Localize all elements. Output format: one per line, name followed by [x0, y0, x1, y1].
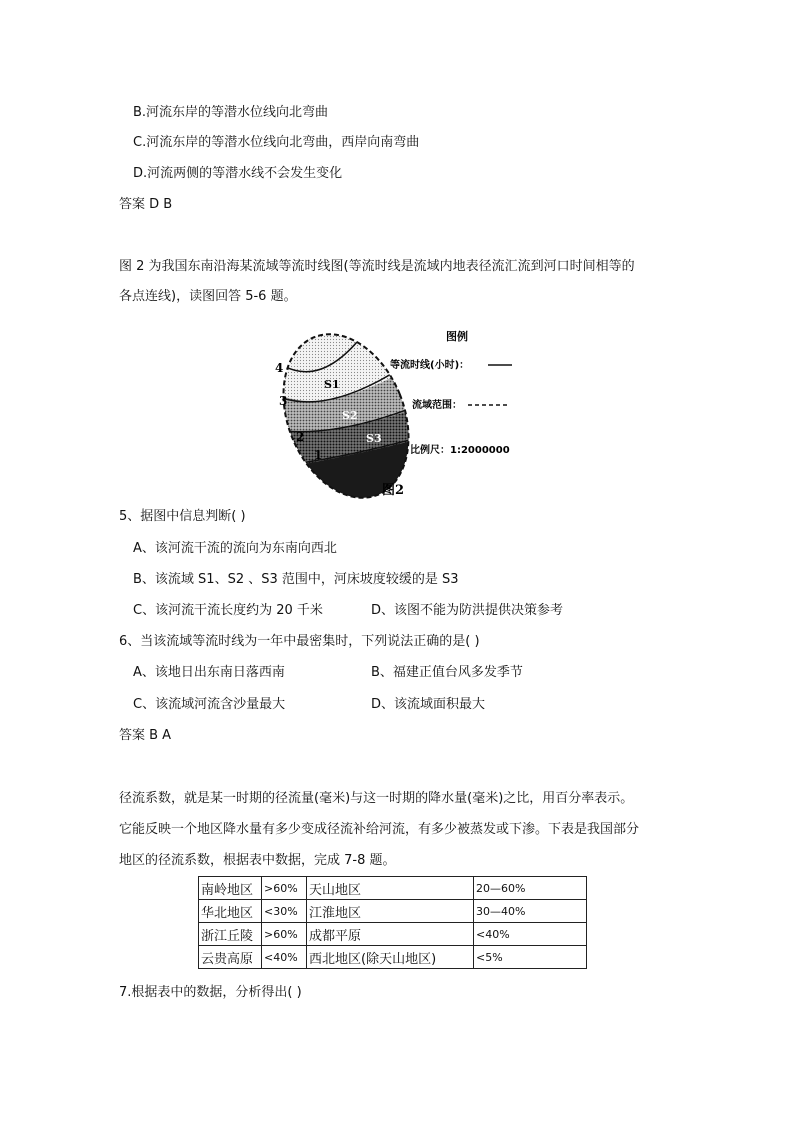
table-cell: 成都平原 [307, 923, 474, 946]
table-cell: 江淮地区 [307, 900, 474, 923]
intro-3-line-3: 地区的径流系数，根据表中数据，完成 7-8 题。 [119, 853, 396, 868]
answer-line-2: 答案 B A [119, 728, 172, 743]
figure-caption: 图2 [382, 483, 405, 498]
table-cell: 南岭地区 [199, 877, 262, 900]
isochrone-map [272, 326, 522, 502]
table-cell: 30—40% [474, 900, 587, 923]
table-cell: 云贵高原 [199, 946, 262, 969]
option-6c: C、该流域河流含沙量最大 [133, 697, 286, 712]
table-cell: <40% [262, 946, 307, 969]
intro-3-line-1: 径流系数，就是某一时期的径流量(毫米)与这一时期的降水量(毫米)之比，用百分率表示。 [119, 791, 634, 806]
option-6d: D、该流域面积最大 [371, 697, 486, 712]
table-cell: <5% [474, 946, 587, 969]
zone-label-s2: S2 [342, 409, 358, 422]
figure-2 [272, 326, 522, 502]
question-7-stem: 7.根据表中的数据，分析得出( ) [119, 985, 302, 1000]
option-4c: C.河流东岸的等潜水位线向北弯曲，西岸向南弯曲 [133, 135, 420, 150]
option-6a: A、该地日出东南日落西南 [133, 665, 285, 680]
zone-label-s1: S1 [324, 378, 340, 391]
table-row [199, 946, 587, 969]
table-cell: 浙江丘陵 [199, 923, 262, 946]
table-cell: >60% [262, 923, 307, 946]
zone-label-s3: S3 [366, 432, 382, 445]
isochrone-label-3: 3 [279, 394, 288, 408]
legend-scale: 比例尺：1:2000000 [410, 445, 510, 456]
option-4b: B.河流东岸的等潜水位线向北弯曲 [133, 105, 329, 120]
option-5b: B、该流域 S1、S2 、S3 范围中，河床坡度较缓的是 S3 [133, 572, 459, 587]
runoff-coefficient-table [198, 876, 587, 969]
option-4d: D.河流两侧的等潜水线不会发生变化 [133, 166, 343, 181]
table-row [199, 923, 587, 946]
table-cell: 天山地区 [307, 877, 474, 900]
option-5c: C、该河流干流长度约为 20 千米 [133, 603, 323, 618]
option-5d: D、该图不能为防洪提供决策参考 [371, 603, 564, 618]
table-cell: >60% [262, 877, 307, 900]
isochrone-label-2: 2 [296, 430, 305, 444]
option-6b: B、福建正值台风多发季节 [371, 665, 523, 680]
isochrone-label-1: 1 [314, 448, 323, 462]
table-row [199, 900, 587, 923]
legend-isochrone-label: 等流时线(小时)： [390, 360, 470, 371]
isochrone-label-4: 4 [275, 361, 284, 375]
table-cell: 华北地区 [199, 900, 262, 923]
answer-line-1: 答案 D B [119, 197, 173, 212]
legend-basin-label: 流域范围： [412, 400, 462, 411]
table-cell: 西北地区(除天山地区) [307, 946, 474, 969]
legend-title: 图例 [446, 330, 468, 343]
table-row [199, 877, 587, 900]
intro-2-line-2: 各点连线)，读图回答 5-6 题。 [119, 289, 297, 304]
question-5-stem: 5、据图中信息判断( ) [119, 509, 246, 524]
table-cell: <30% [262, 900, 307, 923]
question-6-stem: 6、当该流域等流时线为一年中最密集时，下列说法正确的是( ) [119, 634, 480, 649]
intro-2-line-1: 图 2 为我国东南沿海某流域等流时线图(等流时线是流域内地表径流汇流到河口时间相等的 [119, 259, 635, 274]
table-cell: 20—60% [474, 877, 587, 900]
table-cell: <40% [474, 923, 587, 946]
intro-3-line-2: 它能反映一个地区降水量有多少变成径流补给河流，有多少被蒸发或下渗。下表是我国部分 [119, 822, 640, 837]
option-5a: A、该河流干流的流向为东南向西北 [133, 541, 337, 556]
